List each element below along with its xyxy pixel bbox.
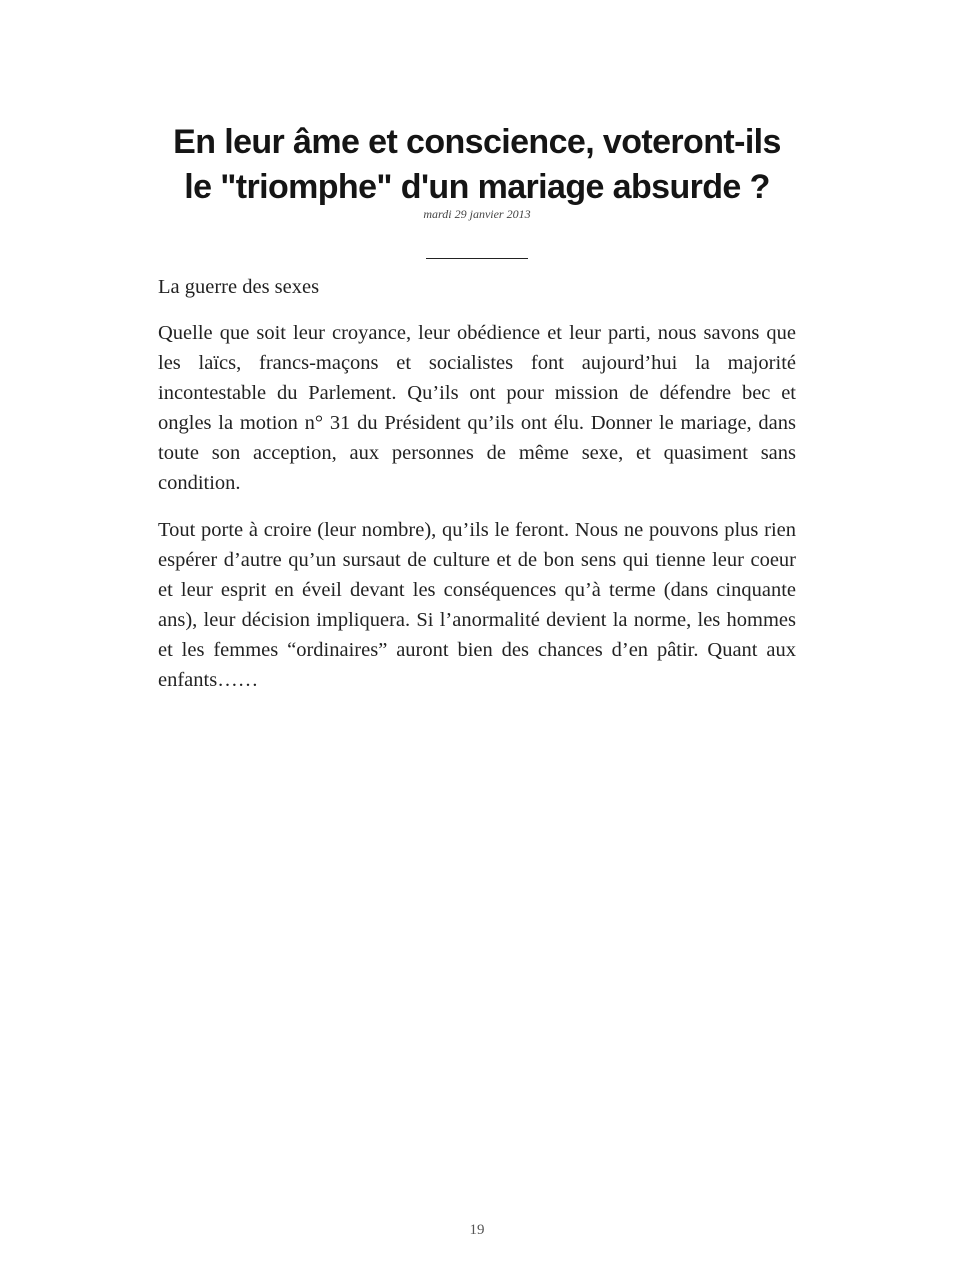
article-title-line-1: En leur âme et conscience, voteront-ils [173,123,781,161]
article-paragraph-2: Tout porte à croire (leur nombre), qu’ils le feront. Nous ne pouvons plus rien espérer d’autre qu’un sursaut de culture et de bon sens qui tienne leur coeur et leur esprit en éveil devant les conséquences qu’à terme (dans cinquante ans), leur décision impliquera. Si l’anormalité devient la norme, les hommes et les femmes “ordinaires” auront bien des chances d’en pâtir. Quant aux enfants…… [158,519,796,691]
article-subheading: La guerre des sexes [158,276,320,298]
title-separator [426,258,528,259]
page-number: 19 [469,1222,485,1238]
article-title [120,120,834,210]
article-title-line-2: le "triomphe" d'un mariage absurde ? [184,168,770,206]
article-date: mardi 29 janvier 2013 [423,207,531,221]
article-paragraph-1: Quelle que soit leur croyance, leur obédience et leur parti, nous savons que les laïcs, francs-maçons et socialistes font aujourd’hui la majorité incontestable du Parlement. Qu’ils ont pour mission de défendre bec et ongles la motion n° 31 du Président qu’ils ont élu. Donner le mariage, dans toute son acception, aux personnes de même sexe, et quasiment sans condition. [158,322,796,494]
